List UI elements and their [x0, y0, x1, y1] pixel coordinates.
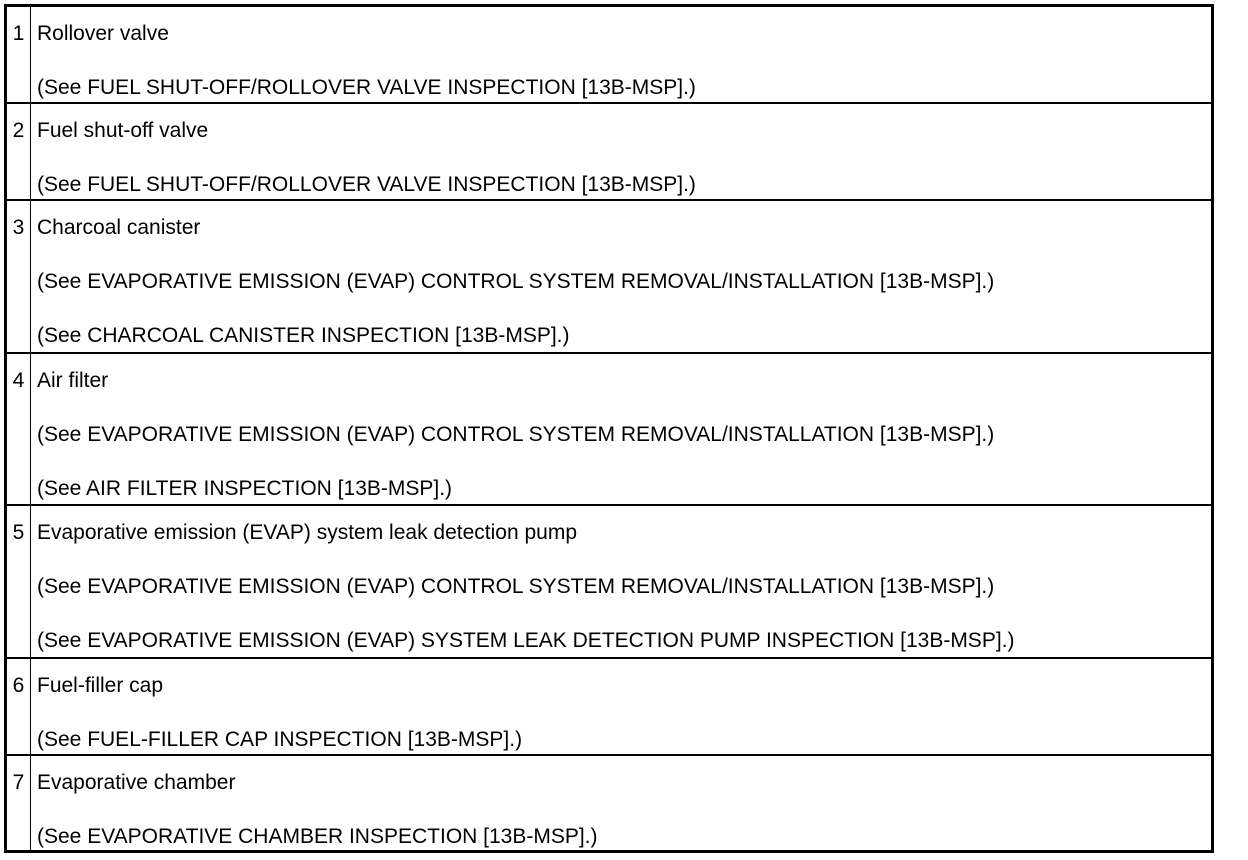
component-name: Air filter [37, 368, 109, 392]
row-content [31, 353, 1213, 506]
row-content [31, 658, 1213, 755]
component-table [4, 4, 1214, 853]
reference-link[interactable]: (See FUEL-FILLER CAP INSPECTION [13B-MSP].) [37, 727, 523, 751]
component-name: Rollover valve [37, 22, 169, 45]
row-number: 7 [6, 755, 31, 851]
row-number: 4 [6, 353, 31, 506]
table-row [6, 103, 1213, 200]
reference-link[interactable]: (See FUEL SHUT-OFF/ROLLOVER VALVE INSPECTION [13B-MSP].) [37, 76, 696, 99]
component-name: Fuel shut-off valve [37, 118, 209, 142]
reference-link[interactable]: (See EVAPORATIVE EMISSION (EVAP) CONTROL SYSTEM REMOVAL/INSTALLATION [13B-MSP].) [37, 270, 995, 294]
reference-link[interactable]: (See EVAPORATIVE EMISSION (EVAP) CONTROL SYSTEM REMOVAL/INSTALLATION [13B-MSP].) [37, 575, 995, 599]
row-content [31, 755, 1213, 851]
row-content [31, 6, 1213, 103]
row-number: 6 [6, 658, 31, 755]
row-content [31, 103, 1213, 200]
reference-link[interactable]: (See EVAPORATIVE CHAMBER INSPECTION [13B-MSP].) [37, 825, 598, 849]
table-row [6, 353, 1213, 506]
row-number: 2 [6, 103, 31, 200]
reference-link[interactable]: (See CHARCOAL CANISTER INSPECTION [13B-MSP].) [37, 324, 570, 348]
row-number: 5 [6, 505, 31, 658]
reference-link[interactable]: (See EVAPORATIVE EMISSION (EVAP) CONTROL SYSTEM REMOVAL/INSTALLATION [13B-MSP].) [37, 422, 995, 446]
table-row [6, 658, 1213, 755]
component-name: Evaporative emission (EVAP) system leak detection pump [37, 521, 578, 545]
component-name: Charcoal canister [37, 216, 201, 240]
reference-link[interactable]: (See AIR FILTER INSPECTION [13B-MSP].) [37, 476, 453, 500]
row-number: 3 [6, 200, 31, 353]
component-name: Evaporative chamber [37, 771, 236, 795]
table-row [6, 755, 1213, 851]
reference-link[interactable]: (See EVAPORATIVE EMISSION (EVAP) SYSTEM LEAK DETECTION PUMP INSPECTION [13B-MSP].) [37, 629, 1015, 653]
table-row [6, 505, 1213, 658]
row-content [31, 200, 1213, 353]
component-name: Fuel-filler cap [37, 673, 164, 697]
table-row [6, 200, 1213, 353]
reference-link[interactable]: (See FUEL SHUT-OFF/ROLLOVER VALVE INSPECTION [13B-MSP].) [37, 172, 696, 196]
row-content [31, 505, 1213, 658]
table-row [6, 6, 1213, 103]
row-number: 1 [6, 6, 31, 103]
